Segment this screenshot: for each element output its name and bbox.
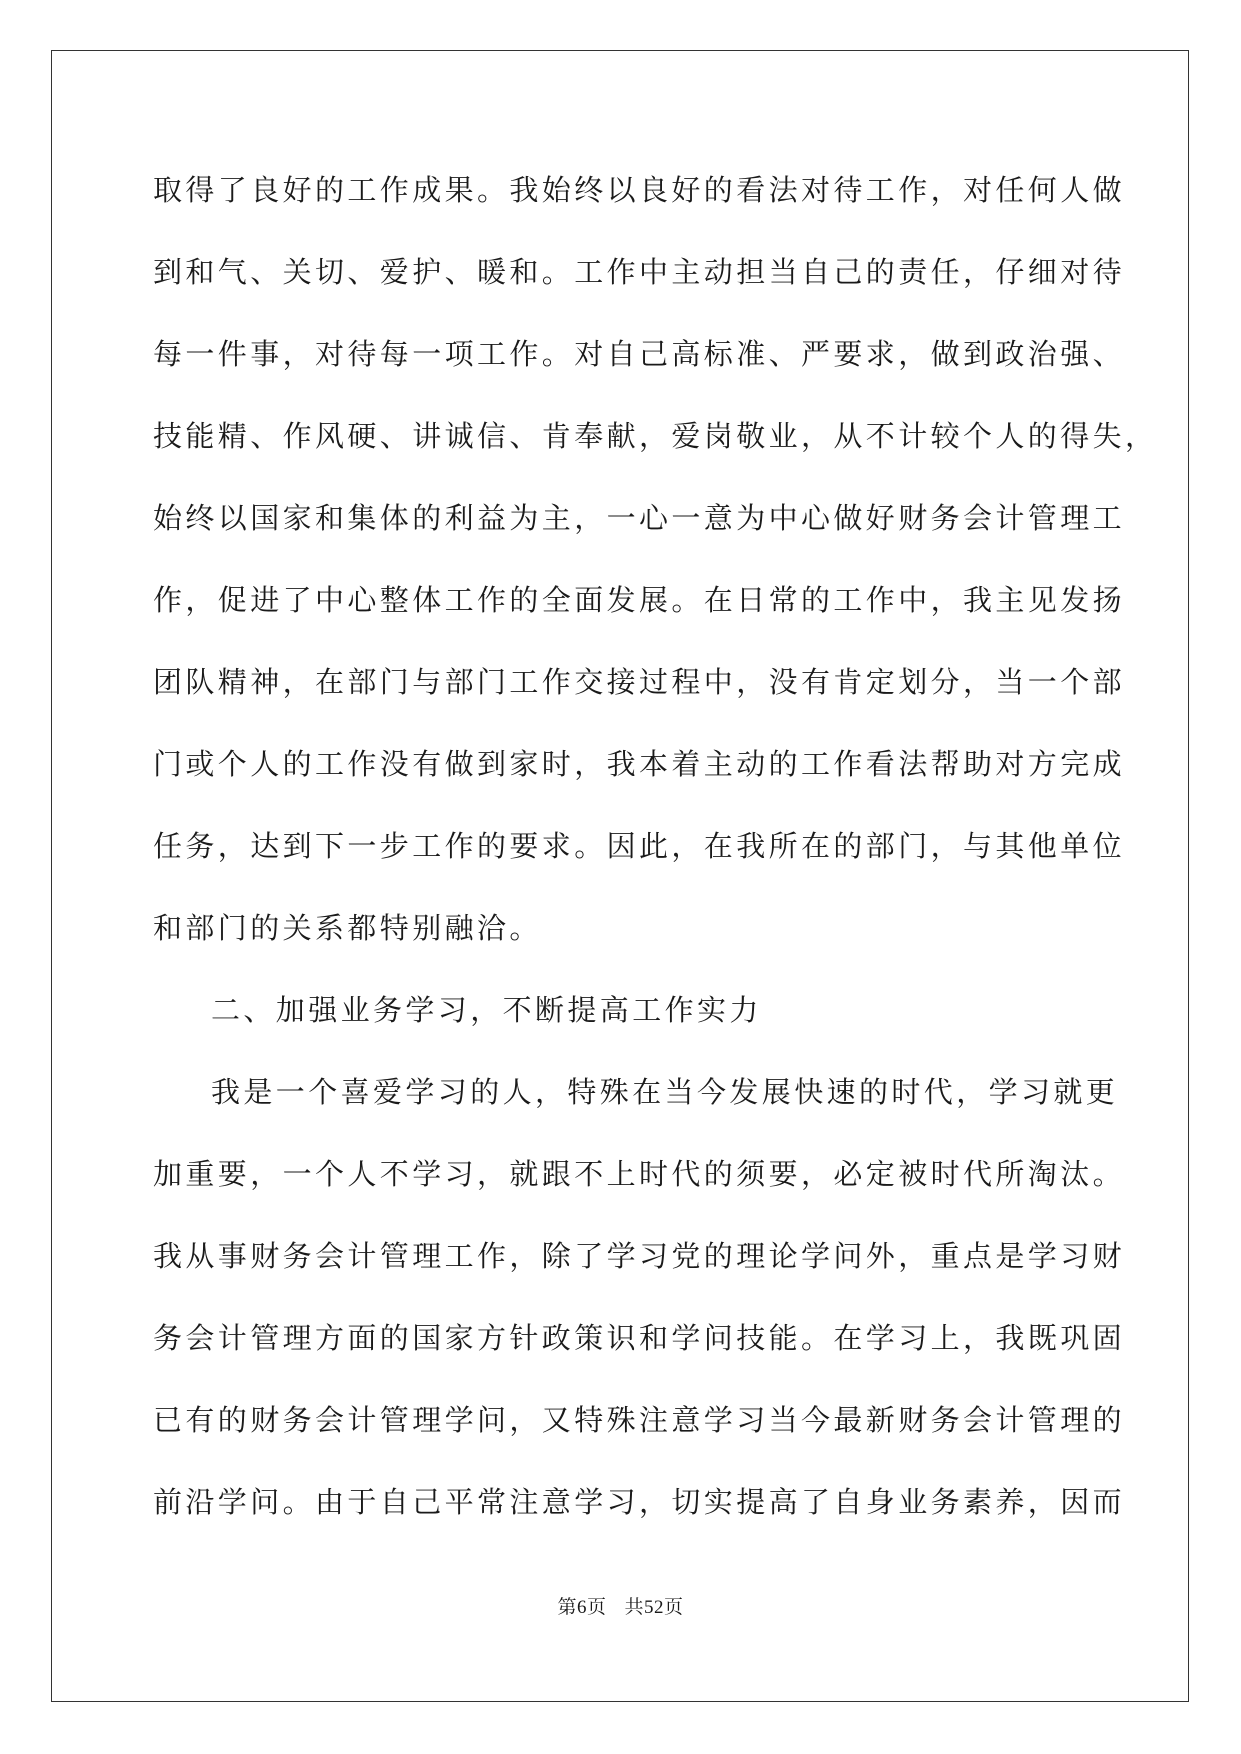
text-line: 团队精神，在部门与部门工作交接过程中，没有肯定划分，当一个部 bbox=[153, 665, 1126, 699]
document-body bbox=[153, 160, 1158, 1554]
text-line: 始终以国家和集体的利益为主，一心一意为中心做好财务会计管理工 bbox=[153, 501, 1126, 535]
text-line: 到和气、关切、爱护、暖和。工作中主动担当自己的责任，仔细对待 bbox=[153, 255, 1126, 289]
page-footer bbox=[0, 1592, 1241, 1619]
page-number: 第6页 bbox=[557, 1597, 607, 1618]
text-line: 每一件事，对待每一项工作。对自己高标准、严要求，做到政治强、 bbox=[153, 337, 1126, 371]
page-total: 共52页 bbox=[624, 1597, 684, 1618]
text-line: 取得了良好的工作成果。我始终以良好的看法对待工作，对任何人做 bbox=[153, 173, 1126, 207]
text-line: 前沿学问。由于自己平常注意学习，切实提高了自身业务素养，因而 bbox=[153, 1485, 1126, 1519]
text-line: 加重要，一个人不学习，就跟不上时代的须要，必定被时代所淘汰。 bbox=[153, 1157, 1126, 1191]
text-line: 和部门的关系都特别融洽。 bbox=[153, 911, 542, 945]
section-heading: 二、加强业务学习，不断提高工作实力 bbox=[211, 993, 762, 1027]
text-line: 门或个人的工作没有做到家时，我本着主动的工作看法帮助对方完成 bbox=[153, 747, 1126, 781]
text-line: 作，促进了中心整体工作的全面发展。在日常的工作中，我主见发扬 bbox=[153, 583, 1126, 617]
text-line: 任务，达到下一步工作的要求。因此，在我所在的部门，与其他单位 bbox=[153, 829, 1126, 863]
text-line: 技能精、作风硬、讲诚信、肯奉献，爱岗敬业，从不计较个人的得失， bbox=[153, 419, 1158, 453]
text-line: 已有的财务会计管理学问，又特殊注意学习当今最新财务会计管理的 bbox=[153, 1403, 1126, 1437]
text-line: 我从事财务会计管理工作，除了学习党的理论学问外，重点是学习财 bbox=[153, 1239, 1126, 1273]
text-line: 我是一个喜爱学习的人，特殊在当今发展快速的时代，学习就更 bbox=[211, 1075, 1119, 1109]
text-line: 务会计管理方面的国家方针政策识和学问技能。在学习上，我既巩固 bbox=[153, 1321, 1126, 1355]
